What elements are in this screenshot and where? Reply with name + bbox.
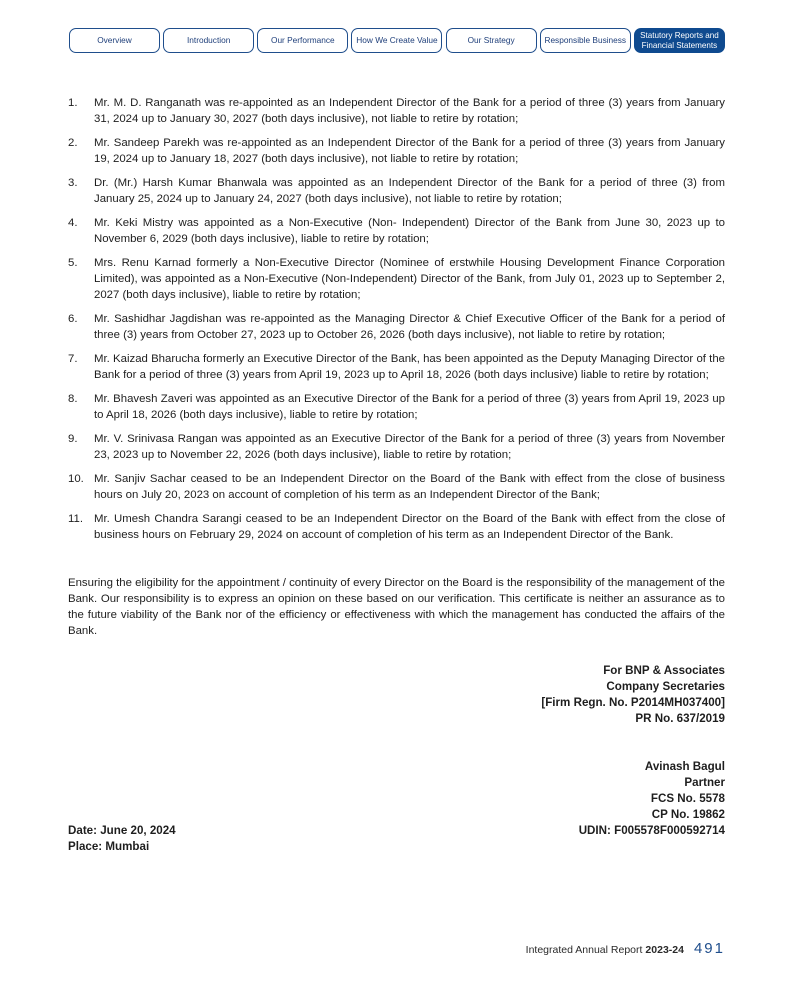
signatory-title: Partner — [684, 776, 725, 789]
list-item — [68, 351, 725, 383]
item-text: Mr. Sandeep Parekh was re-appointed as an Independent Director of the Bank for a period of three (3) years from January 19, 2024 up to January 18, 2027 (both days inclusive), not liable to retire by rotation; — [94, 137, 725, 165]
item-number: 10. — [68, 473, 84, 485]
list-item — [68, 471, 725, 503]
item-text: Dr. (Mr.) Harsh Kumar Bhanwala was appointed as an Independent Director of the Bank for a period of three (3) from January 25, 2024 up to January 24, 2027 (both days inclusive), not liable to retire by rotation; — [94, 177, 725, 205]
tab-overview[interactable]: Overview — [69, 28, 160, 53]
signatory-name: Avinash Bagul — [644, 760, 725, 773]
tab-our-strategy[interactable]: Our Strategy — [446, 28, 537, 53]
director-changes-list — [68, 95, 725, 551]
udin-number: UDIN: F005578F000592714 — [578, 824, 725, 837]
item-text: Mr. M. D. Ranganath was re-appointed as an Independent Director of the Bank for a period of three (3) years from January 31, 2024 up to January 30, 2027 (both days inclusive), not liable to retire by rotation; — [94, 97, 725, 125]
page-number: 491 — [693, 940, 725, 957]
tab-statutory-reports[interactable]: Statutory Reports and Financial Statements — [634, 28, 725, 53]
item-number: 1. — [68, 97, 78, 109]
firm-signature-block — [541, 663, 725, 727]
list-item — [68, 135, 725, 167]
item-number: 7. — [68, 353, 78, 365]
list-item — [68, 431, 725, 463]
list-item — [68, 95, 725, 127]
item-text: Mr. Keki Mistry was appointed as a Non-Executive (Non- Independent) Director of the Bank from June 30, 2023 up to November 6, 2029 (both days inclusive), liable to retire by rotation; — [94, 217, 725, 245]
list-item — [68, 511, 725, 543]
item-text: Mr. Bhavesh Zaveri was appointed as an Executive Director of the Bank for a period of three (3) years from April 19, 2023 up to April 18, 2026 (both days inclusive), liable to retire by rotation; — [94, 393, 725, 421]
item-number: 6. — [68, 313, 78, 325]
tab-responsible-business[interactable]: Responsible Business — [540, 28, 631, 53]
peer-review-number: PR No. 637/2019 — [635, 712, 725, 725]
item-number: 3. — [68, 177, 78, 189]
place: Place: Mumbai — [68, 840, 150, 853]
list-item — [68, 391, 725, 423]
partner-signature-block — [579, 759, 725, 839]
report-year: 2023-24 — [645, 944, 684, 956]
report-title: Integrated Annual Report — [525, 944, 643, 956]
tab-how-we-create-value[interactable]: How We Create Value — [351, 28, 442, 53]
item-text: Mr. Sashidhar Jagdishan was re-appointed as the Managing Director & Chief Executive Officer of the Bank for a period of three (3) years from October 27, 2023 up to October 26, 2026 (both days inclusive), not liable to retire by rotation; — [94, 313, 725, 341]
item-text: Mr. Sanjiv Sachar ceased to be an Independent Director on the Board of the Bank with effect from the close of business hours on July 20, 2023 on account of completion of his term as an Independent Director of the Bank; — [94, 473, 725, 501]
firm-name: For BNP & Associates — [603, 664, 725, 677]
item-number: 4. — [68, 217, 78, 229]
date: Date: June 20, 2024 — [68, 824, 176, 837]
firm-type: Company Secretaries — [606, 680, 725, 693]
list-item — [68, 175, 725, 207]
section-tabs — [69, 28, 725, 53]
item-text: Mrs. Renu Karnad formerly a Non-Executive Director (Nominee of erstwhile Housing Development Finance Corporation Limited), was appointed as a Non-Executive (Non-Independent) Director of the Bank, from July 01, 2023 up to September 2, 2027 (both days inclusive), liable to retire by rotation; — [94, 257, 725, 301]
item-number: 5. — [68, 257, 78, 269]
item-number: 11. — [68, 513, 83, 525]
cp-number: CP No. 19862 — [651, 808, 725, 821]
item-number: 9. — [68, 433, 78, 445]
tab-introduction[interactable]: Introduction — [163, 28, 254, 53]
list-item — [68, 215, 725, 247]
fcs-number: FCS No. 5578 — [650, 792, 725, 805]
item-text: Mr. V. Srinivasa Rangan was appointed as an Executive Director of the Bank for a period of three (3) years from November 23, 2023 up to November 22, 2026 (both days inclusive), liable to retire by rotation; — [94, 433, 725, 461]
tab-our-performance[interactable]: Our Performance — [257, 28, 348, 53]
item-text: Mr. Umesh Chandra Sarangi ceased to be an Independent Director on the Board of the Bank with effect from the close of business hours on February 29, 2024 on account of completion of his term as an Independent Director of the Bank. — [94, 513, 725, 541]
item-number: 8. — [68, 393, 78, 405]
firm-registration: [Firm Regn. No. P2014MH037400] — [541, 696, 725, 709]
item-text: Mr. Kaizad Bharucha formerly an Executive Director of the Bank, has been appointed as the Deputy Managing Director of the Bank for a period of three (3) years from April 19, 2023 up to April 18, 2026 (both days inclusive) liable to retire by rotation; — [94, 353, 725, 381]
list-item — [68, 311, 725, 343]
list-item — [68, 255, 725, 303]
item-number: 2. — [68, 137, 78, 149]
date-place-block — [68, 823, 176, 855]
responsibility-paragraph: Ensuring the eligibility for the appointment / continuity of every Director on the Board is the responsibility of the management of the Bank. Our responsibility is to express an opinion on these based on our verification. This certificate is neither an assurance as to the future viability of the Bank nor of the efficiency or effectiveness with which the management has conducted the affairs of the Bank. — [68, 577, 725, 637]
page-footer — [526, 940, 725, 957]
